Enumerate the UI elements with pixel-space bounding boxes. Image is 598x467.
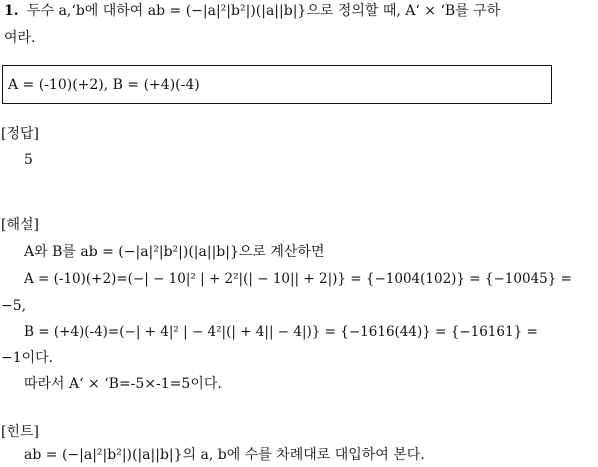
explanation-line: B = (+4)(-4)=(−| + 4|² | − 4²|(| + 4|| − 4|)} = {−1616(44)} = {−16161} = [24,324,538,340]
question-line-1 [4,1,500,21]
given-text: A = (-10)(+2), B = (+4)(-4) [8,77,200,93]
explanation-line: −1이다. [1,350,54,366]
explanation-line: 따라서 A‘ × ‘B=-5×-1=5이다. [24,376,222,392]
explanation-heading: [해설] [1,217,39,233]
question-text: 두수 a,‘b에 대하여 ab = (−|a|²|b²|)(|a||b|}으로 정의할 때, A‘ × ‘B를 구하 [27,3,501,19]
explanation-line: −5, [1,298,27,314]
question-number: 1. [4,3,19,19]
hint-line: ab = (−|a|²|b²|)(|a||b|}의 a, b에 수를 차례대로 대입하여 본다. [24,447,425,463]
explanation-line: A와 B를 ab = (−|a|²|b²|)(|a||b|}으로 계산하면 [24,244,325,260]
answer-heading: [정답] [1,126,39,142]
given-box [2,65,552,104]
explanation-line: A = (-10)(+2)=(−| − 10|² | + 2²|(| − 10|| + 2|)} = {−1004(102)} = {−10045} = [24,271,572,287]
answer-value: 5 [24,152,33,168]
question-line-2: 여라. [4,30,36,46]
hint-heading: [힌트] [1,424,39,440]
